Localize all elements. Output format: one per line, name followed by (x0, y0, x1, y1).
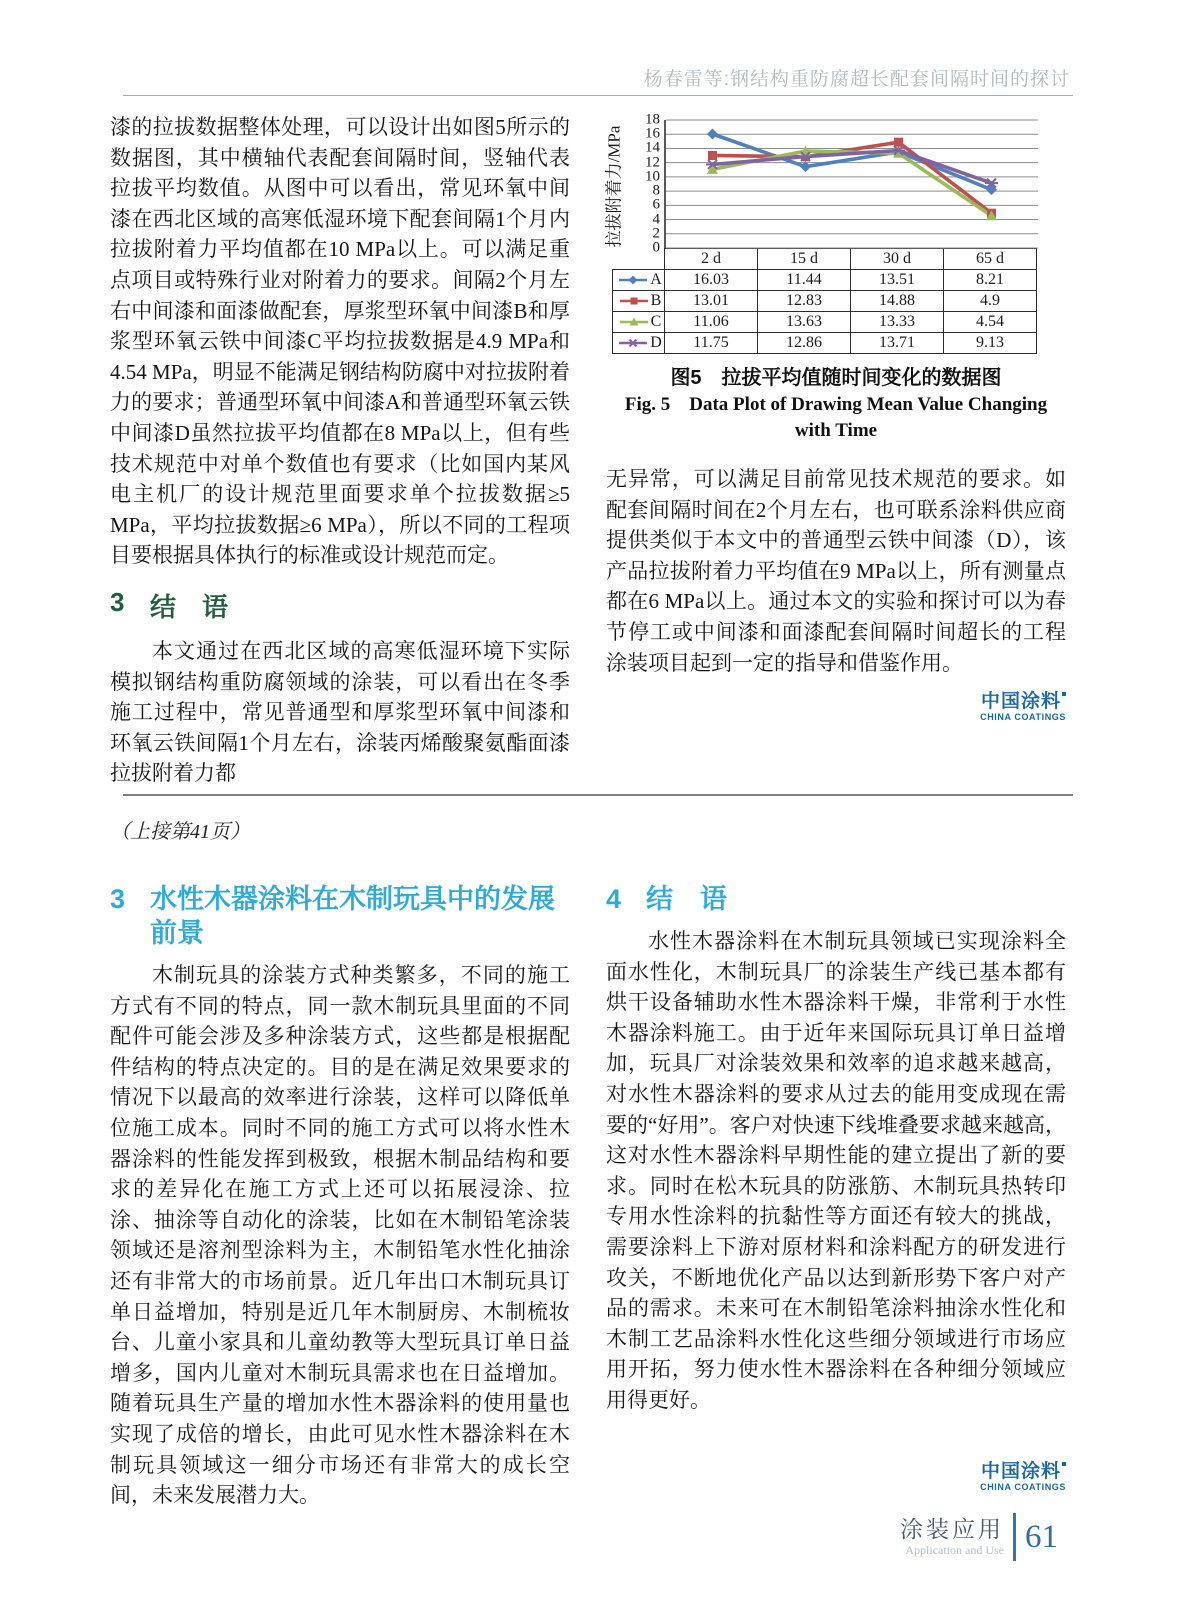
figure-caption (606, 364, 1066, 444)
section3b-heading (110, 882, 570, 950)
chart-value-cell: 12.86 (758, 333, 851, 354)
chart-value-cell: 4.9 (944, 291, 1037, 312)
page-number: 61 (1025, 1518, 1058, 1555)
y-tick-label: 6 (652, 196, 660, 213)
y-axis-title: 拉拔附着力/MPa (604, 125, 624, 248)
logo-text-zh: 中国涂料 (606, 1462, 1066, 1482)
chart-value-cell: 11.75 (665, 333, 758, 354)
series-legend-key: A (613, 270, 665, 291)
y-tick-label: 0 (652, 239, 660, 256)
paragraph-section3: 本文通过在西北区域的高寒低湿环境下实际模拟钢结构重防腐领域的涂装，可以看出在冬季施工过程中，常见普通型和厚浆型环氧中间漆和环氧云铁间隔1个月左右，涂装丙烯酸聚氨酯面漆拉拔附着力都 (110, 638, 570, 786)
chart-plot-row (604, 111, 1066, 256)
article2-right-column (606, 882, 1066, 1511)
chart-value-cell: 9.13 (944, 333, 1037, 354)
article1-section (110, 112, 1066, 789)
chart-lines (666, 120, 1038, 248)
section4-heading (606, 882, 1066, 916)
logo-text-en: CHINA COATINGS (980, 1481, 1066, 1492)
logo-text-en: CHINA COATINGS (980, 712, 1066, 723)
figure5-chart (604, 111, 1066, 354)
chart-value-cell: 8.21 (944, 270, 1037, 291)
y-tick-label: 18 (645, 111, 660, 128)
article1-right-column (606, 112, 1066, 789)
chart-value-cell: 4.54 (944, 312, 1037, 333)
chart-table-header-row (613, 249, 1037, 270)
paragraph-prospects: 木制玩具的涂装方式种类繁多，不同的施工方式有不同的特点，同一款木制玩具里面的不同配件可能会涉及多种涂装方式，这些都是根据配件结构的特点决定的。目的是在满足效果要求的情况下以最高的效率进行涂装，这样可以降低单位施工成本。同时不同的施工方式可以将水性木器涂料的性能发挥到极致，根据木制品结构和要求的差异化在施工方式上还可以拓展浸涂、拉涂、抽涂等自动化的涂装，比如在木制铅笔涂装领域还是溶剂型涂料为主，木制铅笔水性化抽涂还有非常大的市场前景。近几年出口木制玩具订单日益增加，特别是近几年木制厨房、木制梳妆台、儿童小家具和儿童幼教等大型玩具订单日益增多，国内儿童对木制玩具需求也在日益增加。随着玩具生产量的增加水性木器涂料的使用量也实现了成倍的增长，由此可见水性木器涂料在木制玩具领域这一细分市场还有非常大的成长空间，未来发展潜力大。 (110, 963, 570, 1508)
continuation-note: （上接第41页） (110, 821, 250, 843)
section-title: 结 语 (150, 591, 229, 622)
footer-divider-bar (1013, 1513, 1016, 1561)
running-title: 杨春雷等:钢结构重防腐超长配套间隔时间的探讨 (643, 69, 1070, 90)
article2-left-column (110, 882, 570, 1511)
chart-value-cell: 16.03 (665, 270, 758, 291)
footer-section-labels (900, 1517, 1004, 1558)
chart-value-cell: 14.88 (851, 291, 944, 312)
article-divider (123, 794, 1073, 796)
chart-plot-area (664, 120, 1036, 248)
paragraph-right-top: 无异常，可以满足目前常见技术规范的要求。如配套间隔时间在2个月左右，也可联系涂料供应商提供类似于本文中的普通型云铁中间漆（D），该产品拉拔附着力平均值在9 MPa以上，所有测量点都在6 MPa以上。通过本文的实验和探讨可以为春节停工或中间漆和面漆配套间隔时间超长的工程涂装项目起到一定的指导和借鉴作用。 (606, 467, 1066, 675)
chart-value-cell: 13.01 (665, 291, 758, 312)
chart-value-cell: 11.44 (758, 270, 851, 291)
figure-caption-zh: 图5 拉拔平均值随时间变化的数据图 (670, 367, 1002, 389)
y-tick-label: 10 (645, 168, 660, 185)
chart-table-row (613, 312, 1037, 333)
section-title: 水性木器涂料在木制玩具中的发展前景 (150, 884, 555, 948)
figure-caption-en-line1: Fig. 5 Data Plot of Drawing Mean Value Changing (624, 394, 1048, 415)
series-legend-key: C (613, 312, 665, 333)
y-tick-label: 4 (652, 211, 660, 228)
series-legend-key: D (613, 333, 665, 354)
chart-table-row (613, 333, 1037, 354)
footer-section-en: Application and Use (905, 1542, 1004, 1557)
section3-heading (110, 587, 570, 624)
chart-y-axis (604, 111, 664, 256)
chart-value-cell: 13.71 (851, 333, 944, 354)
article2-section (110, 882, 1066, 1511)
section-number: 3 (110, 586, 125, 617)
chart-column-header: 15 d (758, 249, 851, 270)
chart-value-cell: 13.51 (851, 270, 944, 291)
section-number: 4 (606, 884, 622, 914)
paragraph-left-top: 漆的拉拔数据整体处理，可以设计出如图5所示的数据图，其中横轴代表配套间隔时间，竖轴代表拉拔平均数值。从图中可以看出，常见环氧中间漆在西北区域的高寒低湿环境下配套间隔1个月内拉拔附着力平均值都在10 MPa以上。可以满足重点项目或特殊行业对附着力的要求。间隔2个月左右中间漆和面漆做配套，厚浆型环氧中间漆B和厚浆型环氧云铁中间漆C平均拉拔数据是4.9 MPa和4.54 MPa，明显不能满足钢结构防腐中对拉拔附着力的要求；普通型环氧中间漆A和普通型环氧云铁中间漆D虽然拉拔平均值都在8 MPa以上，但有些技术规范中对单个数值也有要求（比如国内某风电主机厂的设计规范里面要求单个拉拔数据≥5 MPa，平均拉拔数据≥6 MPa），所以不同的工程项目要根据具体执行的标准或设计规范而定。 (110, 115, 570, 568)
chart-value-cell: 11.06 (665, 312, 758, 333)
header-divider (123, 95, 1073, 96)
y-tick-label: 16 (645, 125, 660, 142)
page-footer (900, 1513, 1058, 1561)
logo-text-zh: 中国涂料 (606, 692, 1066, 712)
section-title: 结 语 (646, 884, 727, 914)
chart-table-row (613, 270, 1037, 291)
chart-table-body (613, 270, 1037, 354)
y-tick-label: 14 (645, 139, 660, 156)
section-number: 3 (110, 884, 126, 914)
china-coatings-logo (606, 1462, 1066, 1492)
y-tick-label: 2 (652, 225, 660, 242)
chart-value-cell: 13.63 (758, 312, 851, 333)
logo-trademark-dot (1062, 692, 1066, 696)
footer-section-zh: 涂装应用 (900, 1516, 1004, 1542)
y-tick-label: 8 (652, 182, 660, 199)
logo-trademark-dot (1062, 1462, 1066, 1466)
chart-column-header: 65 d (944, 249, 1037, 270)
series-legend-key: B (613, 291, 665, 312)
y-tick-label: 12 (645, 154, 660, 171)
chart-table-row (613, 291, 1037, 312)
china-coatings-logo (606, 692, 1066, 722)
paragraph-conclusion2: 水性木器涂料在木制玩具领域已实现涂料全面水性化，木制玩具厂的涂装生产线已基本都有烘干设备辅助水性木器涂料干燥，非常利于水性木器涂料施工。由于近年来国际玩具订单日益增加，玩具厂对涂装效果和效率的追求越来越高，对水性木器涂料的要求从过去的能用变成现在需要的“好用”。客户对快速下线堆叠要求越来越高，这对水性木器涂料早期性能的建立提出了新的要求。同时在松木玩具的防涨筋、木制玩具热转印专用水性涂料的抗黏性等方面还有较大的挑战，需要涂料上下游对原材料和涂料配方的研发进行攻关，不断地优化产品以达到新形势下客户对产品的需求。未来可在木制铅笔涂料抽涂水性化和木制工艺品涂料水性化这些细分领域进行市场应用开拓，努力使水性木器涂料在各种细分领域应用得更好。 (606, 929, 1066, 1412)
chart-column-header: 2 d (665, 249, 758, 270)
article1-left-column (110, 112, 570, 789)
chart-column-header: 30 d (851, 249, 944, 270)
figure-caption-en-line2: with Time (794, 420, 878, 441)
chart-value-cell: 12.83 (758, 291, 851, 312)
chart-data-table (612, 248, 1037, 354)
chart-value-cell: 13.33 (851, 312, 944, 333)
